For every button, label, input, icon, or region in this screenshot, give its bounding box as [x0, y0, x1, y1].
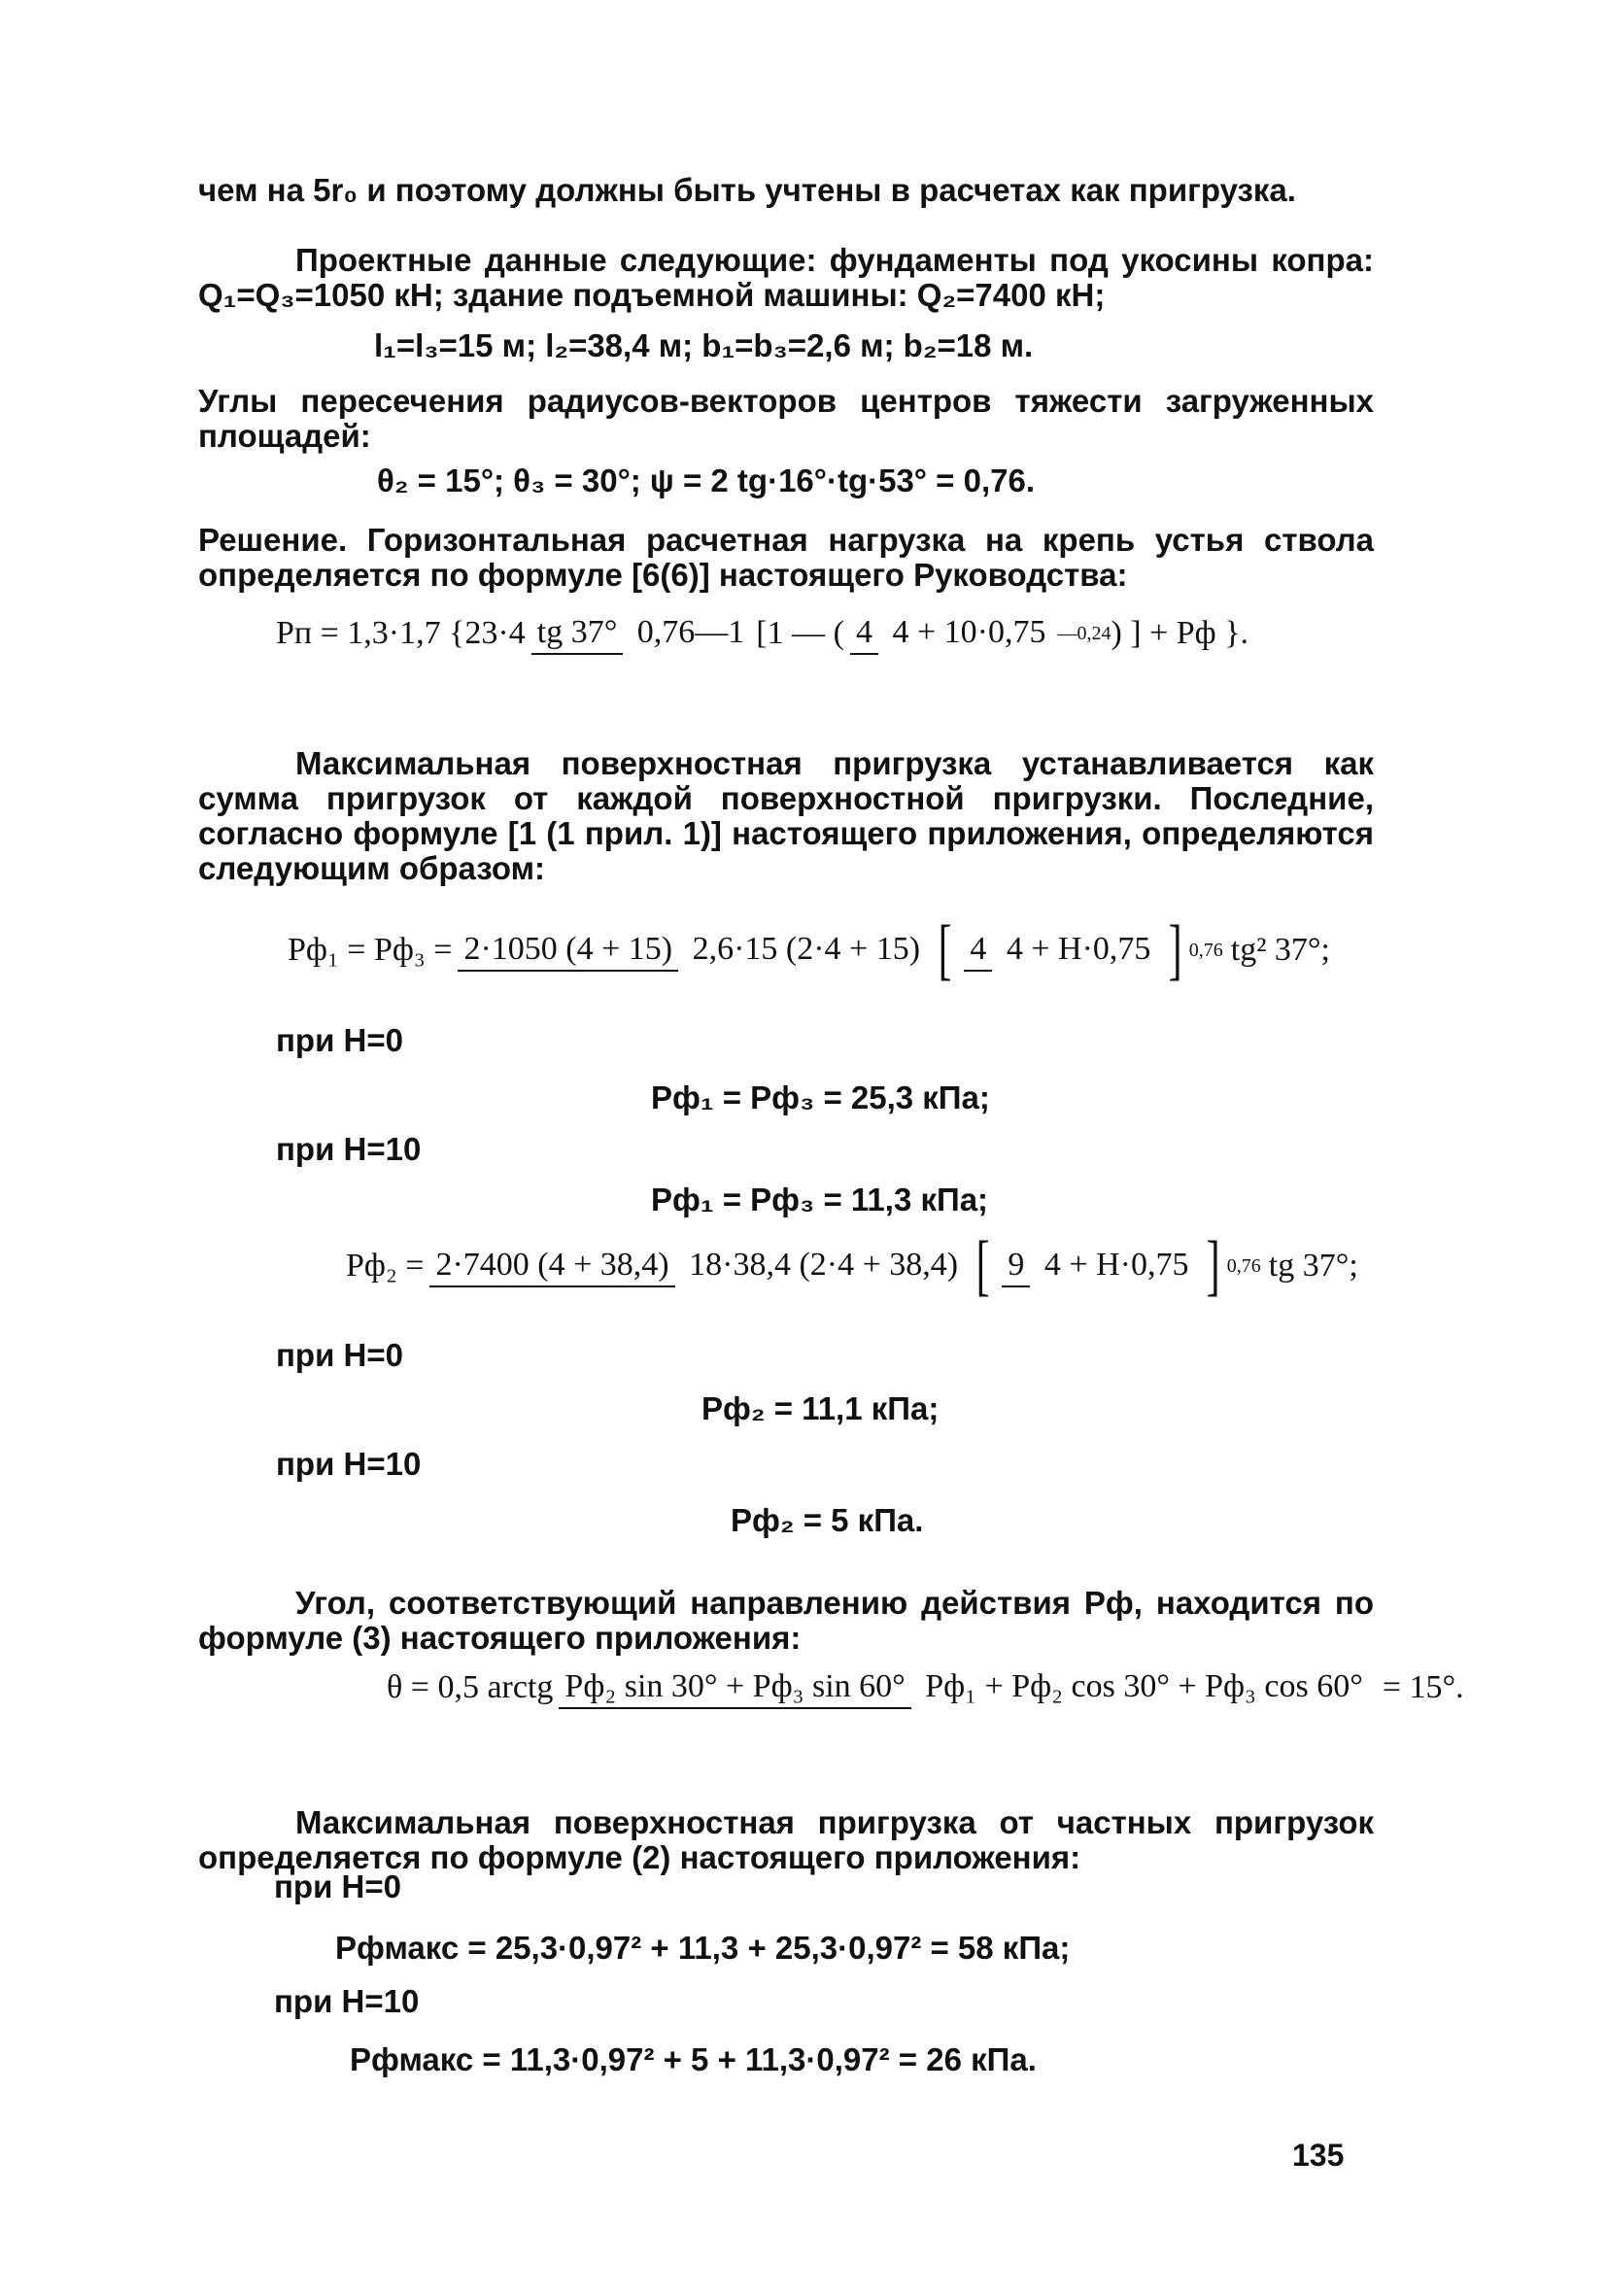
design-dimensions: l₁=l₃=15 м; l₂=38,4 м; b₁=b₃=2,6 м; b₂=18 м.	[374, 327, 1034, 363]
eq4-fraction	[559, 1666, 1368, 1709]
paragraph-solution	[198, 523, 1374, 593]
eq3-tail: tg 37°;	[1268, 1248, 1358, 1284]
eq2-lhs: Pф₁ = Pф₃ =	[288, 932, 453, 968]
condition-h10-c: при H=10	[274, 1983, 420, 2019]
eq1-mid: [1 — (	[756, 615, 844, 651]
condition-h0-a: при H=0	[276, 1022, 404, 1058]
eq3-numerator: 2·7400 (4 + 38,4)	[429, 1247, 674, 1287]
eq1-numerator: tg 37°	[531, 614, 624, 655]
paragraph-angle: Угол, соответствующий направлению действия Pф, находится по формуле (3) настоящего приложения:	[198, 1585, 1374, 1656]
eq3-bracket-right: ]	[1207, 1228, 1221, 1303]
eq4-denominator: Pф₁ + Pф₂ cos 30° + Pф₃ cos 60°	[925, 1668, 1363, 1704]
eq4-tail: = 15°.	[1382, 1669, 1464, 1705]
result-pf1-h10: Pф₁ = Pф₃ = 11,3 кПа;	[651, 1182, 989, 1217]
eq1-denominator: 0,76—1	[636, 614, 745, 650]
eq2-fraction-2	[964, 929, 1156, 972]
result-pf1-h0: Pф₁ = Pф₃ = 25,3 кПа;	[651, 1079, 990, 1115]
equation-p-f1	[288, 912, 1330, 987]
result-pf2-h0: Pф₂ = 11,1 кПа;	[701, 1390, 940, 1426]
result-max-h0: Pфмакс = 25,3·0,97² + 11,3 + 25,3·0,97² = 58 кПа;	[335, 1930, 1071, 1966]
equation-p-n	[276, 612, 1248, 655]
angles-values: θ₂ = 15°; θ₃ = 30°; ψ = 2 tg·16°·tg·53° = 0,76.	[377, 463, 1035, 498]
eq3-fraction	[429, 1245, 964, 1287]
eq2-bracket-right: ]	[1169, 912, 1183, 987]
condition-h10-a: при H=10	[276, 1131, 422, 1167]
condition-h0-b: при H=0	[276, 1337, 404, 1373]
eq3-denominator: 18·38,4 (2·4 + 38,4)	[689, 1247, 959, 1283]
eq3-numerator-2: 9	[1002, 1247, 1030, 1287]
eq2-numerator: 2·1050 (4 + 15)	[458, 931, 678, 972]
eq3-bracket-left: [	[975, 1228, 990, 1303]
paragraph-intro: чем на 5r₀ и поэтому должны быть учтены в расчетах как пригрузка.	[198, 172, 1296, 208]
eq3-fraction-2	[1002, 1245, 1194, 1287]
eq2-denominator-2: 4 + H·0,75	[1006, 931, 1151, 967]
condition-h10-b: при H=10	[276, 1446, 422, 1482]
eq4-lhs: θ = 0,5 arctg	[387, 1669, 554, 1705]
eq2-bracket-left: [	[938, 912, 952, 987]
eq3-denominator-2: 4 + H·0,75	[1043, 1247, 1189, 1283]
eq2-denominator: 2,6·15 (2·4 + 15)	[692, 931, 921, 967]
equation-theta	[387, 1666, 1464, 1709]
eq1-fraction	[531, 612, 751, 655]
eq1-exponent: —0,24	[1057, 622, 1111, 644]
eq1-numerator-2: 4	[850, 614, 878, 655]
paragraph-angles: Углы пересечения радиусов-векторов центров тяжести загруженных площадей:	[198, 383, 1374, 454]
eq1-tail: ) ] + Pф }.	[1111, 615, 1249, 651]
solution-text: Горизонтальная расчетная нагрузка на крепь устья ствола определяется по формуле [6(6)] настоящего Руководства:	[198, 522, 1374, 593]
eq2-fraction	[458, 929, 926, 972]
solution-label: Решение.	[198, 522, 348, 558]
eq1-fraction-2	[850, 612, 1052, 655]
equation-p-f2	[346, 1228, 1358, 1303]
result-pf2-h10: Pф₂ = 5 кПа.	[731, 1502, 924, 1538]
eq2-tail: tg² 37°;	[1230, 932, 1330, 968]
eq1-denominator-2: 4 + 10·0,75	[892, 614, 1046, 650]
eq2-exponent: 0,76	[1188, 939, 1223, 961]
paragraph-max-load: Максимальная поверхностная пригрузка устанавливается как сумма пригрузок от каждой поверхностной пригрузки. Последние, согласно формуле [1 (1 прил. 1)] настоящего приложения, определяются следующим образом:	[198, 745, 1374, 886]
eq3-lhs: Pф₂ =	[346, 1248, 425, 1284]
paragraph-design-data: Проектные данные следующие: фундаменты под укосины копра: Q₁=Q₃=1050 кН; здание подъемной машины: Q₂=7400 кН;	[198, 242, 1374, 313]
eq1-lhs: Pп = 1,3·1,7 {23·4	[276, 615, 526, 651]
eq4-numerator: Pф₂ sin 30° + Pф₃ sin 60°	[559, 1668, 910, 1709]
result-max-h10: Pфмакс = 11,3·0,97² + 5 + 11,3·0,97² = 26 кПа.	[350, 2041, 1037, 2077]
page-number: 135	[1292, 2138, 1345, 2173]
eq3-exponent: 0,76	[1226, 1254, 1261, 1277]
condition-h0-c: при H=0	[274, 1868, 402, 1904]
paragraph-partial-loads: Максимальная поверхностная пригрузка от частных пригрузок определяется по формуле (2) настоящего приложения:	[198, 1804, 1374, 1875]
eq2-numerator-2: 4	[964, 931, 992, 972]
